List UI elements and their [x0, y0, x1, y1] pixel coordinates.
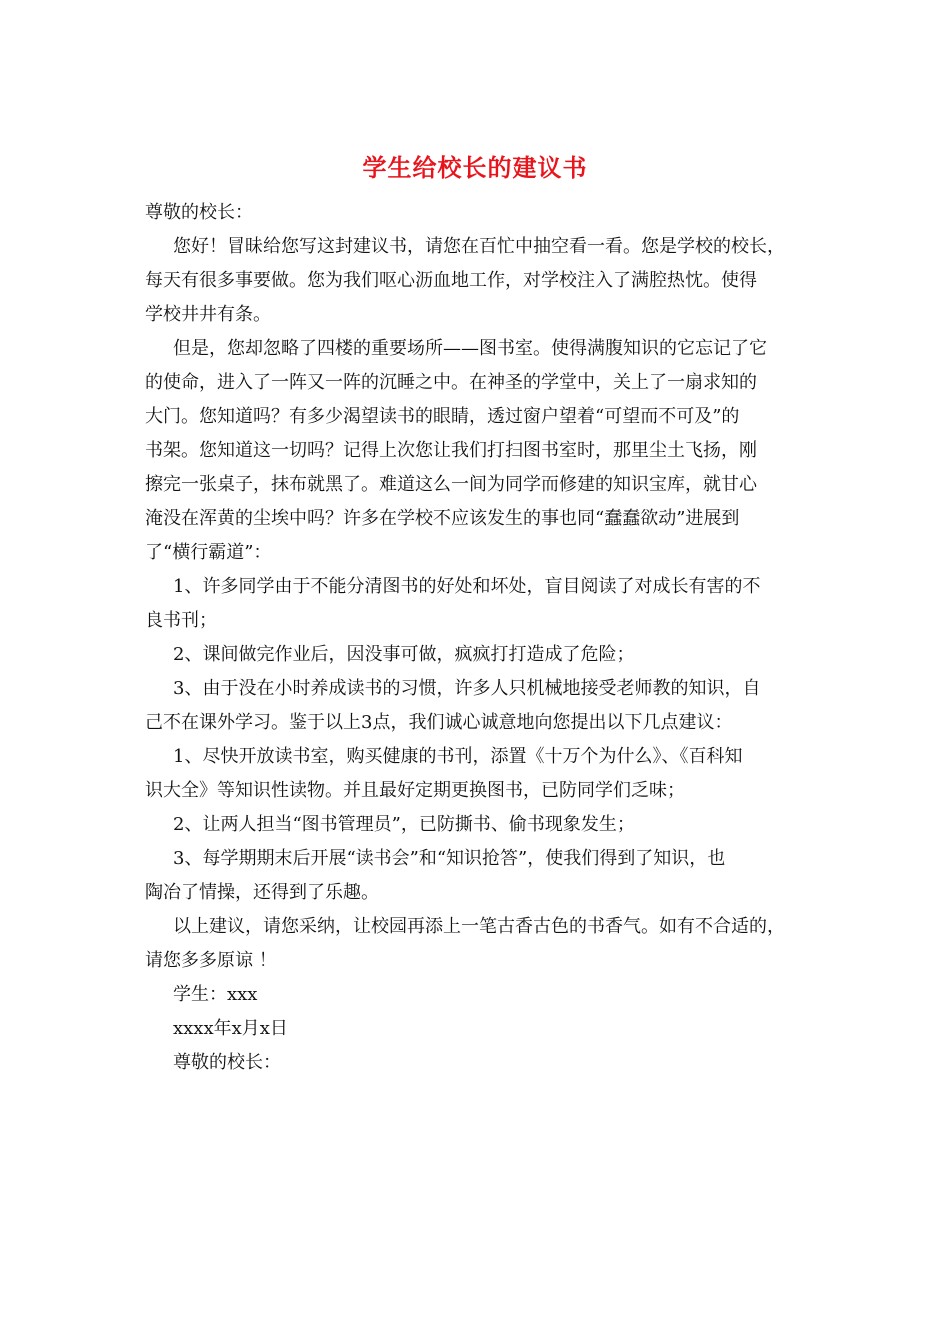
text-line: 大门。您知道吗？有多少渴望读书的眼睛，透过窗户望着“可望而不可及”的 — [145, 406, 740, 427]
text-line: 3、每学期期末后开展“读书会”和“知识抢答”，使我们得到了知识，也 — [173, 848, 726, 869]
text-line: 2、让两人担当“图书管理员”，已防撕书、偷书现象发生； — [173, 814, 635, 835]
text-line: 书架。您知道这一切吗？记得上次您让我们打扫图书室时，那里尘土飞扬，刚 — [145, 440, 757, 461]
text-line: 己不在课外学习。鉴于以上3点，我们诚心诚意地向您提出以下几点建议： — [145, 712, 733, 733]
document-title: 学生给校长的建议书 — [362, 153, 588, 182]
text-line: 良书刊； — [145, 610, 217, 631]
document-body — [145, 196, 815, 1080]
text-line: 1、尽快开放读书室，购买健康的书刊，添置《十万个为什么》、《百科知 — [173, 746, 743, 767]
text-line: 1、许多同学由于不能分清图书的好处和坏处，盲目阅读了对成长有害的不 — [173, 576, 761, 597]
text-line: 陶冶了情操，还得到了乐趣。 — [145, 882, 379, 903]
text-line: 2、课间做完作业后，因没事可做，疯疯打打造成了危险； — [173, 644, 635, 665]
text-line: 您好！冒昧给您写这封建议书，请您在百忙中抽空看一看。您是学校的校长， — [173, 236, 785, 257]
text-line: 擦完一张桌子，抹布就黑了。难道这么一间为同学而修建的知识宝库，就甘心 — [145, 474, 757, 495]
text-line: 了“横行霸道”： — [145, 542, 272, 563]
text-line: 学校井井有条。 — [145, 304, 271, 325]
text-line: 尊敬的校长： — [145, 202, 253, 223]
text-line: xxxx年x月x日 — [173, 1018, 288, 1039]
text-line: 3、由于没在小时养成读书的习惯，许多人只机械地接受老师教的知识，自 — [173, 678, 761, 699]
text-line: 淹没在浑黄的尘埃中吗？许多在学校不应该发生的事也同“蠢蠢欲动”进展到 — [145, 508, 740, 529]
text-line: 识大全》等知识性读物。并且最好定期更换图书，已防同学们乏味； — [145, 780, 685, 801]
text-line: 的使命，进入了一阵又一阵的沉睡之中。在神圣的学堂中，关上了一扇求知的 — [145, 372, 757, 393]
text-line: 尊敬的校长： — [173, 1052, 281, 1073]
text-line: 但是，您却忽略了四楼的重要场所——图书室。使得满腹知识的它忘记了它 — [173, 338, 767, 359]
text-line: 学生：xxx — [173, 984, 258, 1005]
text-line: 请您多多原谅 ！ — [145, 950, 277, 971]
text-line: 以上建议，请您采纳，让校园再添上一笔古香古色的书香气。如有不合适的， — [173, 916, 785, 937]
text-line: 每天有很多事要做。您为我们呕心沥血地工作，对学校注入了满腔热忱。使得 — [145, 270, 757, 291]
